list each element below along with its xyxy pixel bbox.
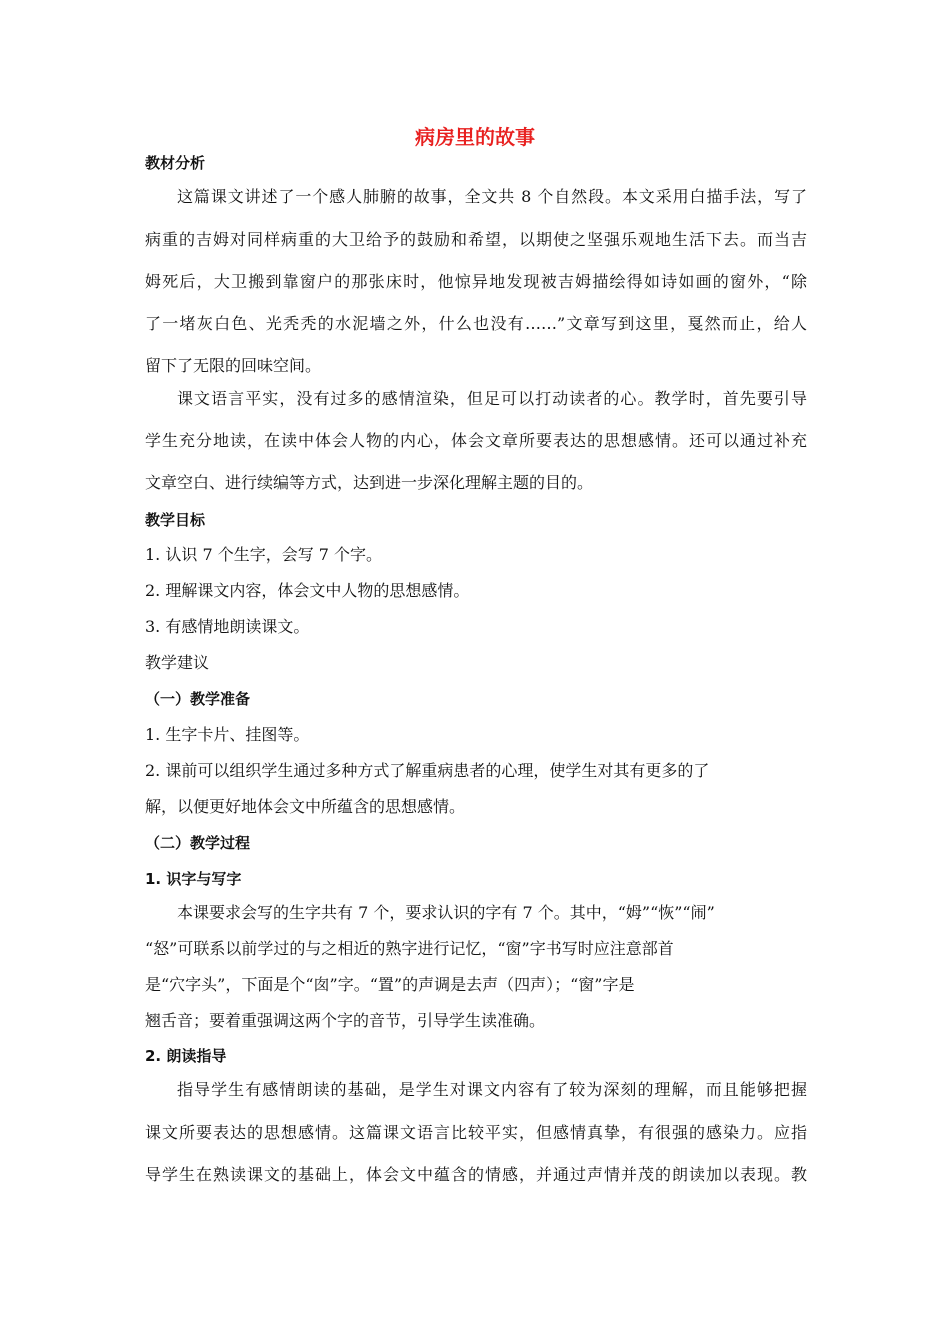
paragraph-line: 了一堵灰白色、光秃秃的水泥墙之外，什么也没有……”文章写到这里，戛然而止，给人	[145, 314, 807, 333]
section-heading-teaching-goals: 教学目标	[145, 511, 206, 529]
step-heading-reading: 2. 朗读指导	[145, 1047, 227, 1065]
paragraph-line: 学生充分地读，在读中体会人物的内心，体会文章所要表达的思想感情。还可以通过补充	[145, 431, 807, 450]
goal-item: 1. 认识 7 个生字，会写 7 个字。	[145, 545, 383, 564]
list-item: 2. 课前可以组织学生通过多种方式了解重病患者的心理，使学生对其有更多的了	[145, 761, 710, 780]
paragraph-line: 本课要求会写的生字共有 7 个，要求认识的字有 7 个。其中，“姆”“恢”“闹”	[177, 903, 715, 922]
paragraph-line: 留下了无限的回味空间。	[145, 356, 322, 375]
paragraph-line: 姆死后，大卫搬到靠窗户的那张床时，他惊异地发现被吉姆描绘得如诗如画的窗外，“除	[145, 272, 807, 291]
goal-item: 2. 理解课文内容，体会文中人物的思想感情。	[145, 581, 470, 600]
paragraph-line: 指导学生有感情朗读的基础，是学生对课文内容有了较为深刻的理解，而且能够把握	[177, 1080, 807, 1099]
list-item: 1. 生字卡片、挂图等。	[145, 725, 310, 744]
paragraph-line: 这篇课文讲述了一个感人肺腑的故事，全文共 8 个自然段。本文采用白描手法，写了	[177, 187, 807, 206]
paragraph-line: 课文所要表达的思想感情。这篇课文语言比较平实，但感情真挚，有很强的感染力。应指	[145, 1123, 807, 1142]
paragraph-line: 病重的吉姆对同样病重的大卫给予的鼓励和希望，以期使之坚强乐观地生活下去。而当吉	[145, 230, 807, 249]
subsection-heading-preparation: （一）教学准备	[145, 690, 251, 708]
paragraph-line: 导学生在熟读课文的基础上，体会文中蕴含的情感，并通过声情并茂的朗读加以表现。教	[145, 1165, 807, 1184]
section-heading-teaching-suggestions: 教学建议	[145, 653, 210, 672]
section-heading-material-analysis: 教材分析	[145, 154, 206, 172]
paragraph-line: 文章空白、进行续编等方式，达到进一步深化理解主题的目的。	[145, 473, 594, 492]
paragraph-line: 翘舌音；要着重强调这两个字的音节，引导学生读准确。	[145, 1011, 546, 1030]
paragraph-line: 是“穴字头”，下面是个“囱”字。“置”的声调是去声（四声）；“窗”字是	[145, 975, 635, 994]
paragraph-line: 课文语言平实，没有过多的感情渲染，但足可以打动读者的心。教学时，首先要引导	[177, 389, 807, 408]
step-heading-characters: 1. 识字与写字	[145, 870, 242, 888]
subsection-heading-process: （二）教学过程	[145, 834, 251, 852]
list-item-continuation: 解，以便更好地体会文中所蕴含的思想感情。	[145, 797, 466, 816]
goal-item: 3. 有感情地朗读课文。	[145, 617, 310, 636]
paragraph-line: “怒”可联系以前学过的与之相近的熟字进行记忆，“窗”字书写时应注意部首	[145, 939, 674, 958]
document-title: 病房里的故事	[415, 125, 535, 149]
